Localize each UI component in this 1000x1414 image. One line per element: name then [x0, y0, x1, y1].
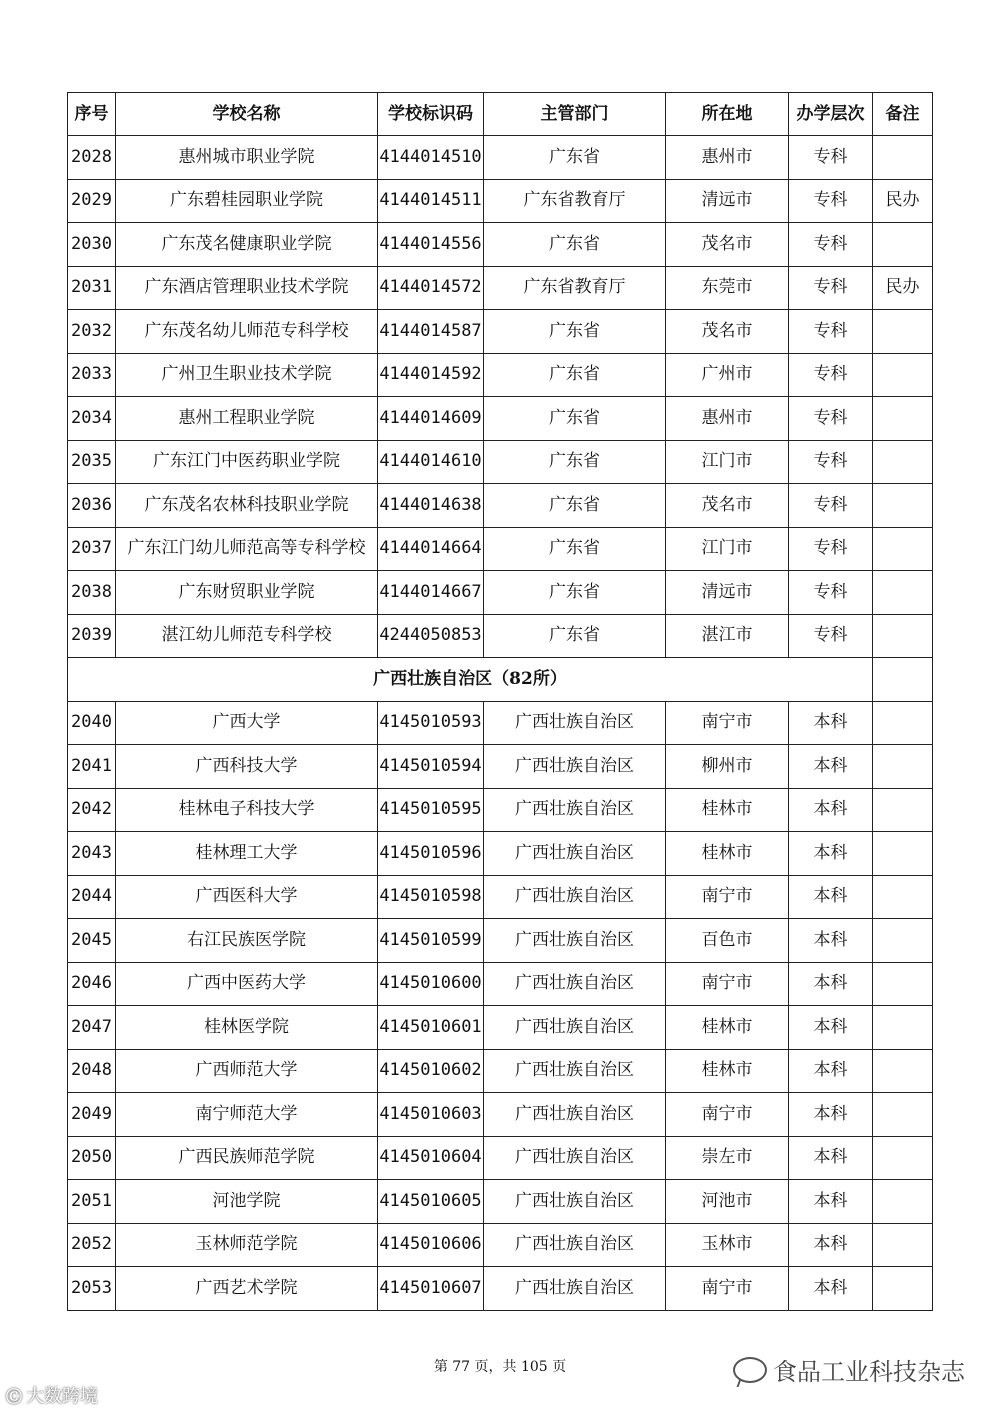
- row-location: 桂林市: [666, 832, 789, 876]
- row-school-code: 4144014572: [378, 266, 484, 310]
- row-department: 广西壮族自治区: [484, 919, 666, 963]
- row-level: 专科: [789, 571, 873, 615]
- table-row: [68, 571, 933, 615]
- row-level: 专科: [789, 310, 873, 354]
- row-school-name: 广东江门中医药职业学院: [116, 440, 378, 484]
- row-department: 广东省: [484, 397, 666, 441]
- row-level: 专科: [789, 397, 873, 441]
- row-school-name: 右江民族医学院: [116, 919, 378, 963]
- row-index: 2033: [68, 353, 116, 397]
- row-school-code: 4144014510: [378, 136, 484, 180]
- row-note: [873, 745, 933, 789]
- row-location: 桂林市: [666, 1006, 789, 1050]
- row-note: [873, 136, 933, 180]
- row-level: 本科: [789, 962, 873, 1006]
- row-location: 南宁市: [666, 1267, 789, 1311]
- row-school-name: 广东财贸职业学院: [116, 571, 378, 615]
- corner-watermark: [6, 1382, 98, 1408]
- table-row: [68, 962, 933, 1006]
- row-location: 柳州市: [666, 745, 789, 789]
- row-department: 广西壮族自治区: [484, 1049, 666, 1093]
- row-level: 专科: [789, 440, 873, 484]
- row-school-name: 广西大学: [116, 701, 378, 745]
- row-level: 专科: [789, 614, 873, 658]
- row-index: 2028: [68, 136, 116, 180]
- row-school-code: 4145010599: [378, 919, 484, 963]
- row-school-code: 4144014609: [378, 397, 484, 441]
- row-note: [873, 875, 933, 919]
- watermark-right-text: 食品工业科技杂志: [773, 1358, 965, 1386]
- row-school-name: 湛江幼儿师范专科学校: [116, 614, 378, 658]
- row-index: 2040: [68, 701, 116, 745]
- row-note: [873, 1006, 933, 1050]
- row-school-code: 4145010598: [378, 875, 484, 919]
- row-level: 本科: [789, 1049, 873, 1093]
- row-school-name: 惠州工程职业学院: [116, 397, 378, 441]
- table-row: [68, 745, 933, 789]
- header-department: 主管部门: [484, 93, 666, 136]
- row-index: 2047: [68, 1006, 116, 1050]
- table-row: [68, 353, 933, 397]
- row-location: 崇左市: [666, 1136, 789, 1180]
- row-school-name: 桂林理工大学: [116, 832, 378, 876]
- row-school-name: 河池学院: [116, 1180, 378, 1224]
- row-department: 广西壮族自治区: [484, 1093, 666, 1137]
- row-school-code: 4145010603: [378, 1093, 484, 1137]
- row-index: 2036: [68, 484, 116, 528]
- row-location: 桂林市: [666, 1049, 789, 1093]
- row-location: 南宁市: [666, 1093, 789, 1137]
- row-school-code: 4145010606: [378, 1223, 484, 1267]
- row-school-name: 广州卫生职业技术学院: [116, 353, 378, 397]
- row-index: 2038: [68, 571, 116, 615]
- row-school-name: 广东江门幼儿师范高等专科学校: [116, 527, 378, 571]
- row-index: 2041: [68, 745, 116, 789]
- row-department: 广西壮族自治区: [484, 875, 666, 919]
- row-school-name: 桂林医学院: [116, 1006, 378, 1050]
- table-row: [68, 875, 933, 919]
- table-row: [68, 136, 933, 180]
- table-row: [68, 1267, 933, 1311]
- row-school-name: 广东茂名健康职业学院: [116, 223, 378, 267]
- wechat-watermark: [733, 1352, 965, 1387]
- row-index: 2044: [68, 875, 116, 919]
- row-note: [873, 1093, 933, 1137]
- row-level: 本科: [789, 1223, 873, 1267]
- row-school-name: 广西艺术学院: [116, 1267, 378, 1311]
- table-row: [68, 1049, 933, 1093]
- row-school-name: 广东酒店管理职业技术学院: [116, 266, 378, 310]
- table-row: [68, 1136, 933, 1180]
- header-location: 所在地: [666, 93, 789, 136]
- row-school-code: 4145010595: [378, 788, 484, 832]
- row-note: [873, 527, 933, 571]
- row-note: [873, 701, 933, 745]
- row-note: [873, 223, 933, 267]
- row-location: 惠州市: [666, 397, 789, 441]
- header-note: 备注: [873, 93, 933, 136]
- row-level: 专科: [789, 527, 873, 571]
- row-school-name: 玉林师范学院: [116, 1223, 378, 1267]
- table-row: [68, 788, 933, 832]
- row-location: 河池市: [666, 1180, 789, 1224]
- row-location: 茂名市: [666, 310, 789, 354]
- row-level: 本科: [789, 1180, 873, 1224]
- row-school-code: 4144014664: [378, 527, 484, 571]
- row-level: 本科: [789, 788, 873, 832]
- row-school-name: 桂林电子科技大学: [116, 788, 378, 832]
- row-location: 茂名市: [666, 223, 789, 267]
- row-location: 南宁市: [666, 701, 789, 745]
- row-department: 广东省: [484, 136, 666, 180]
- table-row: [68, 1006, 933, 1050]
- row-school-name: 南宁师范大学: [116, 1093, 378, 1137]
- table-row: [68, 832, 933, 876]
- row-department: 广西壮族自治区: [484, 1267, 666, 1311]
- row-school-code: 4244050853: [378, 614, 484, 658]
- row-index: 2043: [68, 832, 116, 876]
- row-location: 玉林市: [666, 1223, 789, 1267]
- row-department: 广西壮族自治区: [484, 1223, 666, 1267]
- row-note: [873, 1049, 933, 1093]
- row-index: 2042: [68, 788, 116, 832]
- row-location: 南宁市: [666, 962, 789, 1006]
- row-location: 惠州市: [666, 136, 789, 180]
- row-index: 2032: [68, 310, 116, 354]
- row-department: 广东省: [484, 223, 666, 267]
- table-row: [68, 527, 933, 571]
- row-location: 清远市: [666, 571, 789, 615]
- row-school-name: 广西医科大学: [116, 875, 378, 919]
- row-location: 清远市: [666, 179, 789, 223]
- row-index: 2039: [68, 614, 116, 658]
- row-note: [873, 788, 933, 832]
- row-school-code: 4145010607: [378, 1267, 484, 1311]
- row-department: 广东省教育厅: [484, 179, 666, 223]
- row-note: [873, 397, 933, 441]
- row-level: 专科: [789, 179, 873, 223]
- row-level: 专科: [789, 484, 873, 528]
- table-row: [68, 179, 933, 223]
- row-index: 2031: [68, 266, 116, 310]
- row-department: 广西壮族自治区: [484, 1006, 666, 1050]
- row-department: 广西壮族自治区: [484, 788, 666, 832]
- row-school-name: 广东茂名农林科技职业学院: [116, 484, 378, 528]
- row-index: 2046: [68, 962, 116, 1006]
- row-department: 广西壮族自治区: [484, 1180, 666, 1224]
- watermark-left-text: 大数跨境: [26, 1386, 99, 1407]
- header-index: 序号: [68, 93, 116, 136]
- row-level: 专科: [789, 353, 873, 397]
- row-school-name: 广西师范大学: [116, 1049, 378, 1093]
- row-school-code: 4145010596: [378, 832, 484, 876]
- row-level: 本科: [789, 1136, 873, 1180]
- row-index: 2050: [68, 1136, 116, 1180]
- row-school-code: 4145010605: [378, 1180, 484, 1224]
- row-note: [873, 571, 933, 615]
- row-location: 东莞市: [666, 266, 789, 310]
- row-level: 本科: [789, 832, 873, 876]
- row-note: 民办: [873, 179, 933, 223]
- row-note: [873, 1267, 933, 1311]
- row-school-code: 4144014587: [378, 310, 484, 354]
- row-location: 江门市: [666, 527, 789, 571]
- row-note: [873, 1223, 933, 1267]
- row-school-name: 广西科技大学: [116, 745, 378, 789]
- row-location: 桂林市: [666, 788, 789, 832]
- row-note: [873, 1136, 933, 1180]
- table-body: [68, 136, 933, 1311]
- table-row: [68, 1223, 933, 1267]
- row-index: 2045: [68, 919, 116, 963]
- row-note: [873, 353, 933, 397]
- row-note: 民办: [873, 266, 933, 310]
- row-location: 茂名市: [666, 484, 789, 528]
- row-school-code: 4145010601: [378, 1006, 484, 1050]
- table-row: [68, 440, 933, 484]
- table-row: [68, 614, 933, 658]
- row-level: 本科: [789, 875, 873, 919]
- row-index: 2048: [68, 1049, 116, 1093]
- header-school-name: 学校名称: [116, 93, 378, 136]
- row-level: 本科: [789, 701, 873, 745]
- row-school-code: 4145010602: [378, 1049, 484, 1093]
- row-index: 2030: [68, 223, 116, 267]
- header-level: 办学层次: [789, 93, 873, 136]
- row-school-name: 广西中医药大学: [116, 962, 378, 1006]
- row-index: 2052: [68, 1223, 116, 1267]
- row-department: 广西壮族自治区: [484, 745, 666, 789]
- table-row: [68, 266, 933, 310]
- header-school-code: 学校标识码: [378, 93, 484, 136]
- row-school-code: 4144014667: [378, 571, 484, 615]
- row-department: 广西壮族自治区: [484, 832, 666, 876]
- row-location: 湛江市: [666, 614, 789, 658]
- row-school-name: 广西民族师范学院: [116, 1136, 378, 1180]
- table-row: [68, 701, 933, 745]
- table-row: [68, 919, 933, 963]
- row-school-code: 4145010593: [378, 701, 484, 745]
- table-header-row: [68, 93, 933, 136]
- row-note: [873, 614, 933, 658]
- row-level: 本科: [789, 1093, 873, 1137]
- school-list-table: [67, 92, 933, 1311]
- row-location: 广州市: [666, 353, 789, 397]
- row-location: 南宁市: [666, 875, 789, 919]
- row-note: [873, 484, 933, 528]
- row-department: 广西壮族自治区: [484, 962, 666, 1006]
- row-school-code: 4144014638: [378, 484, 484, 528]
- row-index: 2053: [68, 1267, 116, 1311]
- row-note: [873, 1180, 933, 1224]
- table-row: [68, 223, 933, 267]
- table-row: [68, 1180, 933, 1224]
- row-index: 2037: [68, 527, 116, 571]
- row-note: [873, 919, 933, 963]
- row-department: 广西壮族自治区: [484, 701, 666, 745]
- row-level: 专科: [789, 136, 873, 180]
- row-index: 2029: [68, 179, 116, 223]
- region-note-cell: [873, 658, 933, 702]
- table-row: [68, 1093, 933, 1137]
- table-row: [68, 310, 933, 354]
- row-level: 专科: [789, 223, 873, 267]
- brand-logo-icon: Ⓒ: [6, 1386, 23, 1406]
- region-label: 广西壮族自治区（82所）: [68, 658, 873, 702]
- row-school-code: 4145010600: [378, 962, 484, 1006]
- row-index: 2035: [68, 440, 116, 484]
- row-level: 本科: [789, 1267, 873, 1311]
- row-level: 专科: [789, 266, 873, 310]
- wechat-icon: [733, 1357, 767, 1383]
- row-school-name: 惠州城市职业学院: [116, 136, 378, 180]
- row-department: 广东省: [484, 571, 666, 615]
- row-school-code: 4144014610: [378, 440, 484, 484]
- row-index: 2034: [68, 397, 116, 441]
- row-department: 广东省: [484, 484, 666, 528]
- row-school-code: 4144014556: [378, 223, 484, 267]
- table-row: [68, 397, 933, 441]
- row-index: 2049: [68, 1093, 116, 1137]
- row-level: 本科: [789, 745, 873, 789]
- row-school-code: 4145010604: [378, 1136, 484, 1180]
- region-row: [68, 658, 933, 702]
- row-index: 2051: [68, 1180, 116, 1224]
- row-level: 本科: [789, 1006, 873, 1050]
- row-department: 广东省: [484, 614, 666, 658]
- table-row: [68, 484, 933, 528]
- row-school-name: 广东茂名幼儿师范专科学校: [116, 310, 378, 354]
- row-note: [873, 962, 933, 1006]
- page-footer: 第 77 页，共 105 页: [433, 1359, 567, 1375]
- row-department: 广东省: [484, 310, 666, 354]
- row-school-name: 广东碧桂园职业学院: [116, 179, 378, 223]
- row-department: 广东省: [484, 527, 666, 571]
- row-school-code: 4144014592: [378, 353, 484, 397]
- row-department: 广东省教育厅: [484, 266, 666, 310]
- row-department: 广东省: [484, 440, 666, 484]
- row-location: 江门市: [666, 440, 789, 484]
- row-level: 本科: [789, 919, 873, 963]
- row-department: 广西壮族自治区: [484, 1136, 666, 1180]
- row-note: [873, 440, 933, 484]
- row-department: 广东省: [484, 353, 666, 397]
- row-note: [873, 832, 933, 876]
- row-location: 百色市: [666, 919, 789, 963]
- row-note: [873, 310, 933, 354]
- row-school-code: 4145010594: [378, 745, 484, 789]
- row-school-code: 4144014511: [378, 179, 484, 223]
